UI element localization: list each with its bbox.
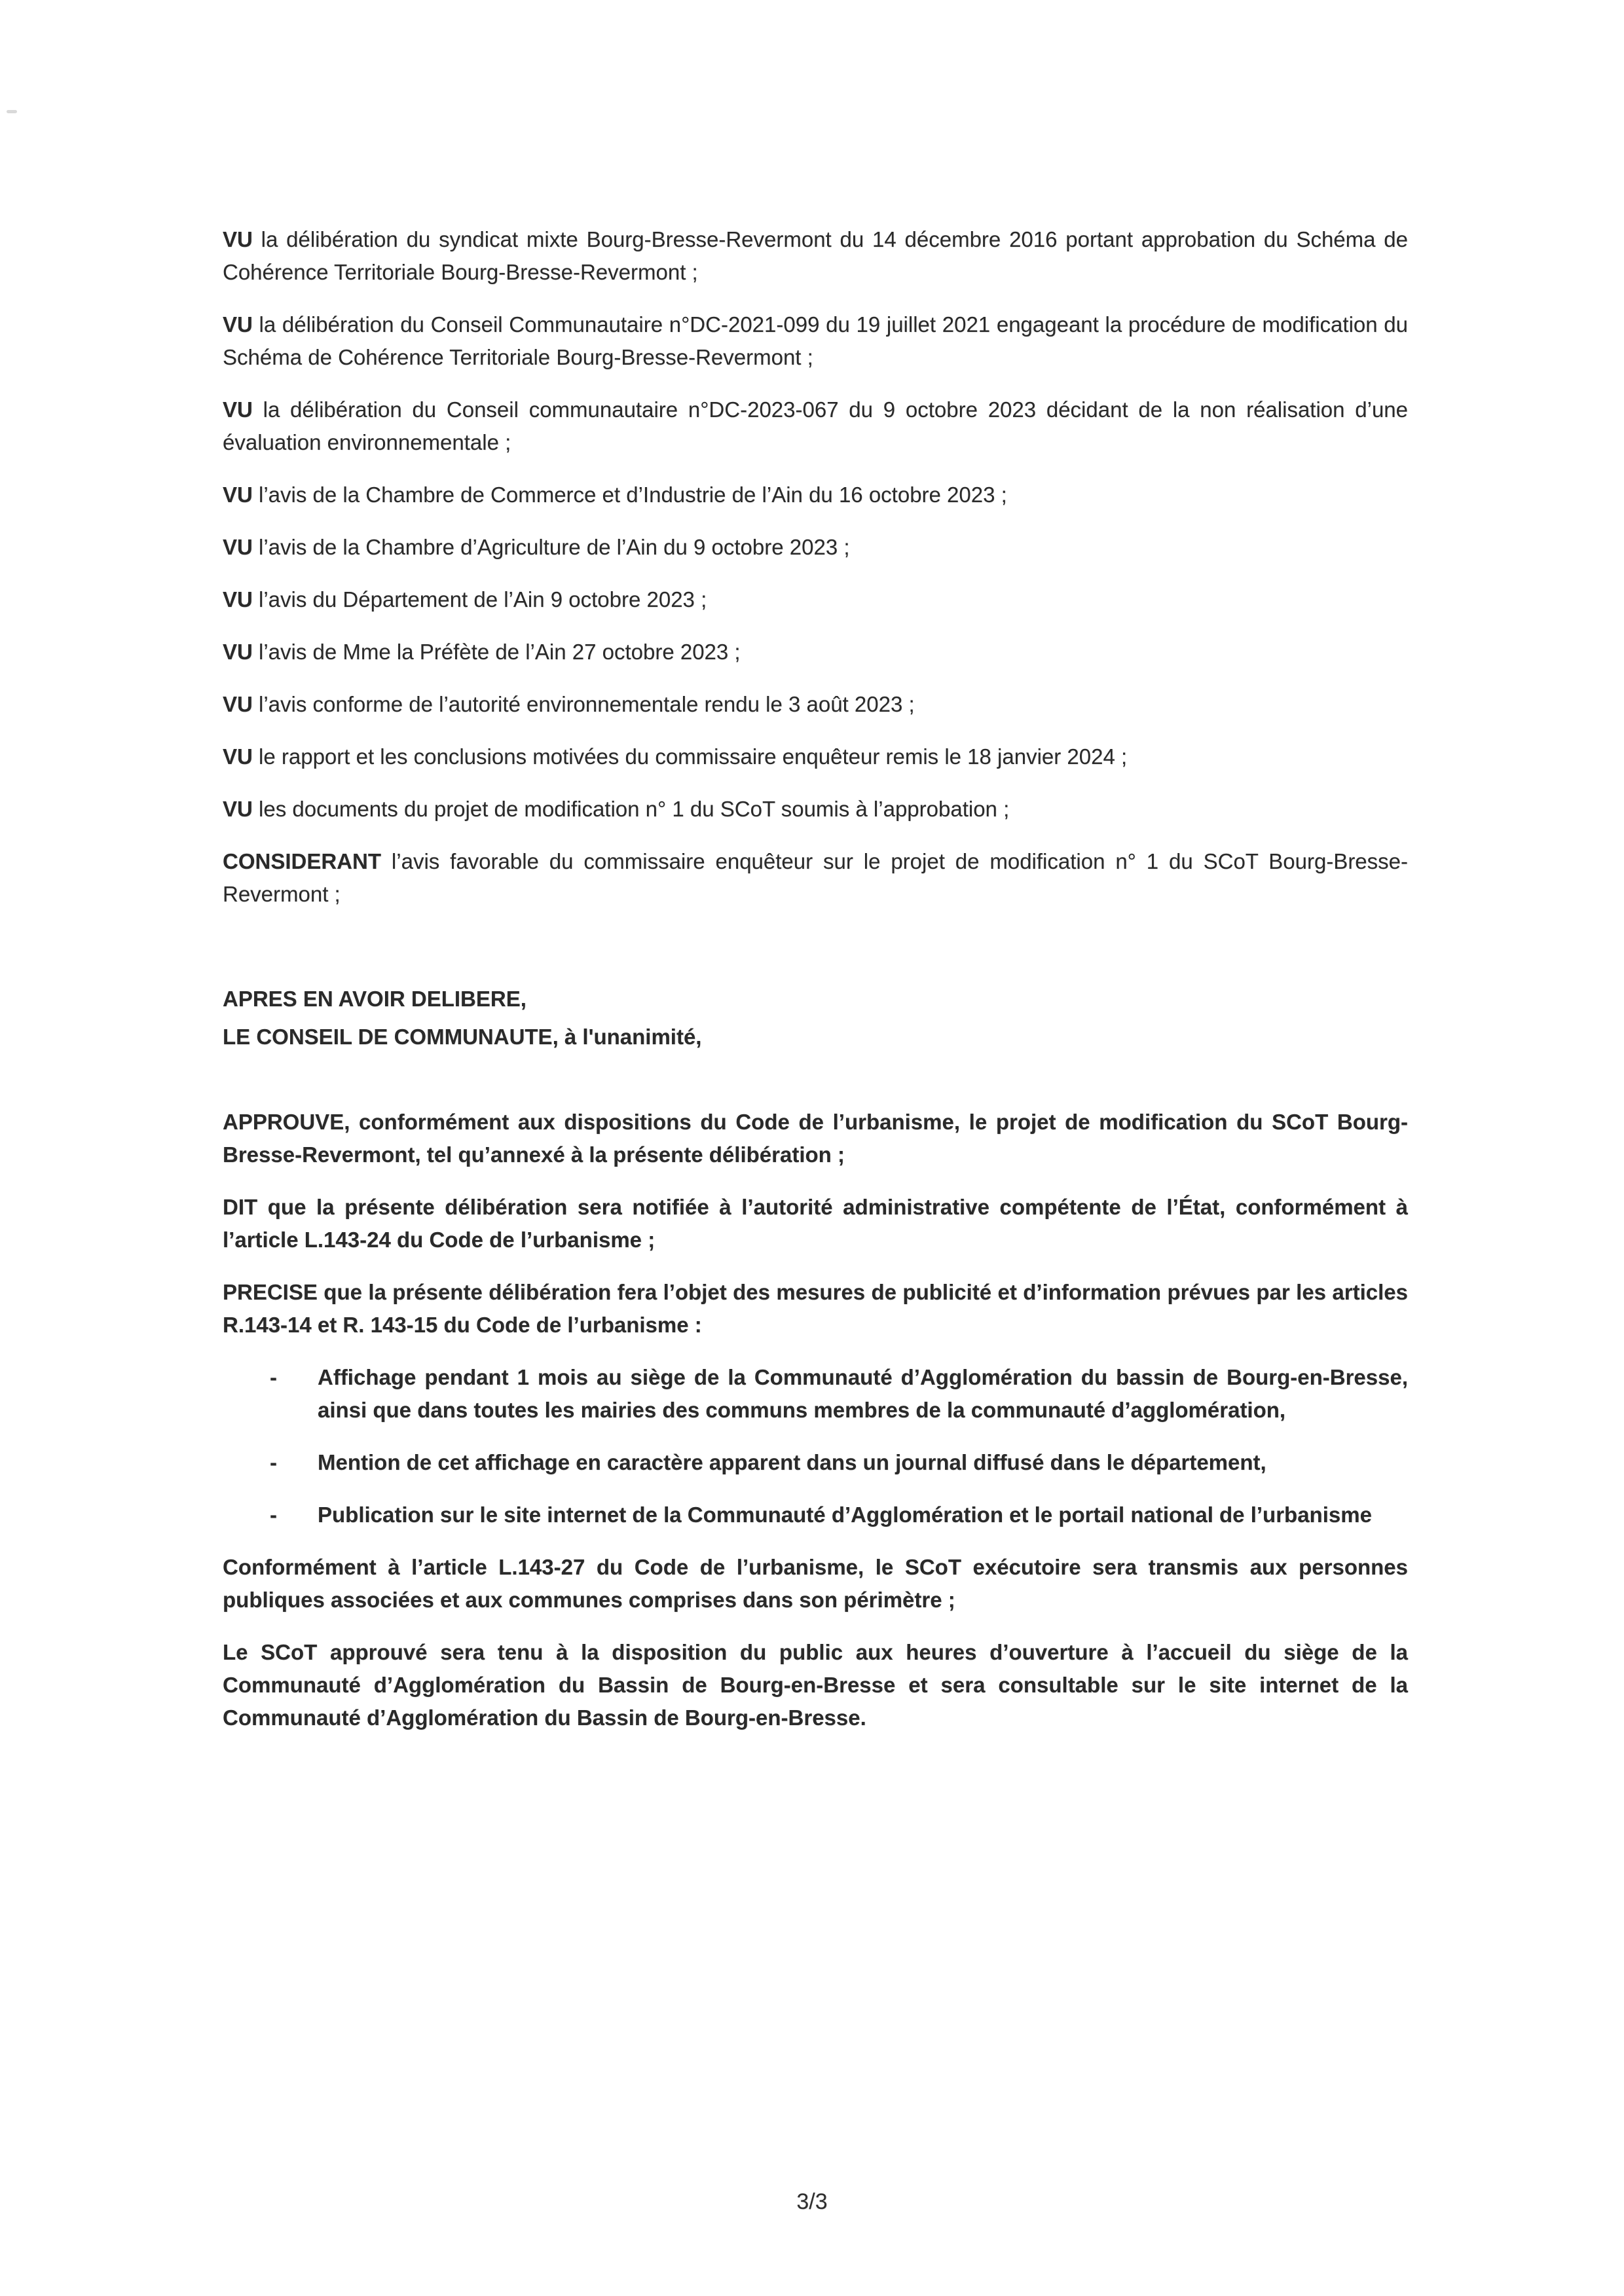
considerant-paragraph — [223, 845, 1408, 911]
bullet-text: Affichage pendant 1 mois au siège de la Communauté d’Agglomération du bassin de Bourg-en-Bresse, ainsi que dans toutes les mairies des communs membres de la communauté d’agglomération, — [318, 1365, 1408, 1422]
bullet-dash: - — [270, 1503, 277, 1527]
vu-body: la délibération du syndicat mixte Bourg-Bresse-Revermont du 14 décembre 2016 portant approbation du Schéma de Cohérence Territoriale Bourg-Bresse-Revermont ; — [223, 227, 1409, 284]
closing-paragraph-transmission: Conformément à l’article L.143-27 du Code de l’urbanisme, le SCoT exécutoire sera transmis aux personnes publiques associées et aux communes comprises dans son périmètre ; — [223, 1555, 1408, 1612]
decision-approuve-paragraph — [223, 1106, 1408, 1171]
vu-paragraph — [223, 688, 1408, 721]
vu-paragraph — [223, 393, 1408, 459]
decision-dit-paragraph — [223, 1191, 1408, 1256]
scan-speck-artifact — [7, 110, 17, 113]
deliberation-heading-line1: APRES EN AVOIR DELIBERE, — [223, 987, 526, 1011]
vu-paragraph — [223, 583, 1408, 616]
vu-body: l’avis de la Chambre d’Agriculture de l’Ain du 9 octobre 2023 ; — [259, 535, 850, 559]
vu-lead: VU — [223, 397, 253, 422]
spacer — [223, 930, 1408, 983]
vu-paragraph — [223, 308, 1408, 374]
vu-body: la délibération du Conseil Communautaire n°DC-2021-099 du 19 juillet 2021 engageant la procédure de modification du Schéma de Cohérence Territoriale Bourg-Bresse-Revermont ; — [223, 312, 1409, 369]
vu-paragraph — [223, 479, 1408, 511]
vu-lead: VU — [223, 312, 253, 337]
vu-lead: VU — [223, 640, 253, 664]
list-item — [223, 1446, 1408, 1479]
considerant-lead: CONSIDERANT — [223, 849, 382, 873]
spacer — [223, 1053, 1408, 1106]
considerant-body: l’avis favorable du commissaire enquêteur sur le projet de modification n° 1 du SCoT Bourg-Bresse-Revermont ; — [223, 849, 1409, 906]
vu-lead: VU — [223, 535, 253, 559]
vu-paragraph — [223, 531, 1408, 564]
vu-body: l’avis de la Chambre de Commerce et d’Industrie de l’Ain du 16 octobre 2023 ; — [259, 483, 1007, 507]
deliberation-heading-line2: LE CONSEIL DE COMMUNAUTE, à l'unanimité, — [223, 1025, 702, 1049]
vu-lead: VU — [223, 483, 253, 507]
vu-paragraph — [223, 223, 1408, 289]
list-item — [223, 1361, 1408, 1427]
vu-lead: VU — [223, 587, 253, 611]
decision-lead: APPROUVE, — [223, 1110, 350, 1134]
vu-body: l’avis conforme de l’autorité environnementale rendu le 3 août 2023 ; — [259, 692, 915, 716]
vu-lead: VU — [223, 797, 253, 821]
document-body — [223, 223, 1408, 1754]
bullet-text: Mention de cet affichage en caractère apparent dans un journal diffusé dans le département, — [318, 1450, 1266, 1474]
vu-paragraph — [223, 740, 1408, 773]
bullet-text: Publication sur le site internet de la Communauté d’Agglomération et le portail national de l’urbanisme — [318, 1503, 1372, 1527]
page-number: 3/3 — [796, 2189, 828, 2214]
list-item — [223, 1499, 1408, 1531]
vu-paragraph — [223, 636, 1408, 668]
bullet-dash: - — [270, 1450, 277, 1474]
decision-precise-paragraph — [223, 1276, 1408, 1341]
vu-lead: VU — [223, 692, 253, 716]
vu-body: l’avis du Département de l’Ain 9 octobre 2023 ; — [259, 587, 707, 611]
vu-body: l’avis de Mme la Préfète de l’Ain 27 octobre 2023 ; — [259, 640, 741, 664]
decision-body: que la présente délibération fera l’objet des mesures de publicité et d’information prévues par les articles R.143-14 et R. 143-15 du Code de l’urbanisme : — [223, 1280, 1409, 1337]
decision-body: que la présente délibération sera notifiée à l’autorité administrative compétente de l’État, conformément à l’article L.143-24 du Code de l’urbanisme ; — [223, 1195, 1408, 1252]
decision-body: conformément aux dispositions du Code de l’urbanisme, le projet de modification du SCoT Bourg-Bresse-Revermont, tel qu’annexé à la présente délibération ; — [223, 1110, 1409, 1167]
vu-lead: VU — [223, 744, 253, 769]
bullet-dash: - — [270, 1365, 277, 1389]
vu-paragraph — [223, 793, 1408, 826]
vu-body: le rapport et les conclusions motivées du commissaire enquêteur remis le 18 janvier 2024 ; — [259, 744, 1128, 769]
vu-lead: VU — [223, 227, 253, 251]
decision-lead: PRECISE — [223, 1280, 318, 1304]
decision-lead: DIT — [223, 1195, 258, 1219]
closing-paragraph-disposition: Le SCoT approuvé sera tenu à la disposition du public aux heures d’ouverture à l’accueil du siège de la Communauté d’Agglomération du Bassin de Bourg-en-Bresse et sera consultable sur le site internet de la Communauté d’Agglomération du Bassin de Bourg-en-Bresse. — [223, 1640, 1408, 1730]
vu-body: les documents du projet de modification n° 1 du SCoT soumis à l’approbation ; — [259, 797, 1010, 821]
vu-body: la délibération du Conseil communautaire n°DC-2023-067 du 9 octobre 2023 décidant de la non réalisation d’une évaluation environnementale ; — [223, 397, 1408, 454]
